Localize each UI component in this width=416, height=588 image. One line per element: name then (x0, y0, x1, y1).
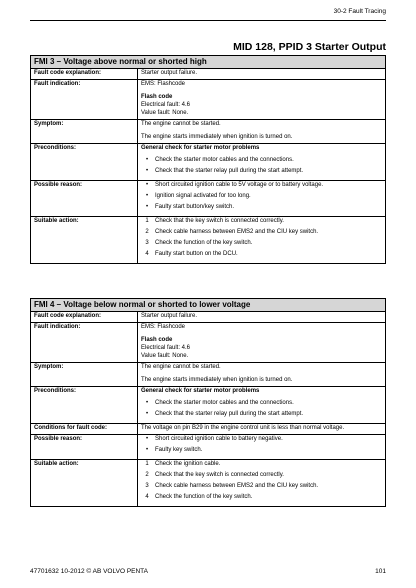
fmi3-value-fault: Value fault: None. (141, 110, 189, 117)
header-rule (30, 20, 386, 21)
bullet-mark: • (145, 157, 149, 164)
step-number: 3 (145, 482, 149, 489)
fmi3-symptom-label: Symptom: (31, 120, 138, 144)
step-number: 4 (145, 493, 149, 500)
bullet-mark: • (145, 400, 149, 407)
fmi3-flash-code-heading: Flash code (141, 94, 173, 101)
bullet-mark: • (145, 204, 149, 211)
footer-doc-info: 47701632 10-2012 © AB VOLVO PENTA (30, 568, 149, 575)
running-head-section: 30-2 Fault Tracing (333, 8, 386, 15)
fmi4-flash-code-heading: Flash code (141, 337, 173, 344)
fmi4-explanation-label: Fault code explanation: (31, 312, 138, 323)
fmi3-reason-value (138, 181, 386, 217)
fmi4-row-explanation (31, 312, 386, 323)
bullet-mark: • (145, 193, 149, 200)
footer-page-number: 101 (375, 568, 386, 575)
fmi4-row-suitable-action (31, 459, 386, 506)
fmi4-electrical-fault: Electrical fault: 4.6 (141, 345, 191, 352)
bullet-mark: • (145, 411, 149, 418)
fmi4-table (30, 298, 386, 507)
fmi3-reason-label: Possible reason: (31, 181, 138, 217)
fmi3-row-possible-reason (31, 181, 386, 217)
list-item: 1 Check that the key switch is connected correctly. (141, 218, 382, 229)
fmi4-row-possible-reason (31, 434, 386, 459)
fmi4-row-indication (31, 323, 386, 363)
fmi4-symptom-line1: The engine cannot be started. (141, 364, 221, 371)
fmi3-symptom-value (138, 120, 386, 144)
fmi4-preconditions-label: Preconditions: (31, 387, 138, 424)
fmi4-symptom-label: Symptom: (31, 363, 138, 387)
fmi4-indication-label: Fault indication: (31, 323, 138, 363)
list-item: 4 Faulty start button on the DCU. (141, 251, 382, 262)
fmi4-row-symptom (31, 363, 386, 387)
fmi3-indication-label: Fault indication: (31, 80, 138, 120)
list-item: 3 Check cable harness between EMS2 and the CIU key switch. (141, 483, 382, 494)
fmi3-explanation-value: Starter output failure. (138, 69, 386, 80)
fmi4-title: FMI 4 – Voltage below normal or shorted to lower voltage (31, 299, 386, 312)
list-item: • Short circuited ignition cable to battery negative. (141, 436, 382, 447)
step-number: 2 (145, 229, 149, 236)
fmi3-preconditions-value (138, 144, 386, 181)
step-number: 1 (145, 460, 149, 467)
fmi4-row-preconditions (31, 387, 386, 424)
fmi4-explanation-value: Starter output failure. (138, 312, 386, 323)
bullet-mark: • (145, 435, 149, 442)
fmi4-preconditions-heading: General check for starter motor problems (141, 388, 260, 395)
fmi4-row-conditions (31, 424, 386, 435)
fmi4-indication-value (138, 323, 386, 363)
fmi3-symptom-line1: The engine cannot be started. (141, 121, 221, 128)
fmi3-electrical-fault: Electrical fault: 4.6 (141, 102, 191, 109)
fmi4-reason-value (138, 434, 386, 459)
fmi3-symptom-line2: The engine starts immediately when ignition is turned on. (141, 134, 293, 141)
fmi4-indication-ems: EMS: Flashcode (141, 324, 186, 331)
list-item: 1 Check the ignition cable. (141, 461, 382, 472)
page-title: MID 128, PPID 3 Starter Output (233, 41, 386, 53)
fmi4-symptom-value (138, 363, 386, 387)
fmi4-value-fault: Value fault: None. (141, 353, 189, 360)
list-item: • Check the starter motor cables and the connections. (141, 400, 382, 411)
list-item: 4 Check the function of the key switch. (141, 494, 382, 505)
fmi3-explanation-label: Fault code explanation: (31, 69, 138, 80)
step-number: 1 (145, 218, 149, 225)
fmi3-action-value (138, 217, 386, 264)
fmi3-preconditions-heading: General check for starter motor problems (141, 145, 260, 152)
fmi3-row-suitable-action (31, 217, 386, 264)
fmi3-preconditions-label: Preconditions: (31, 144, 138, 181)
bullet-mark: • (145, 446, 149, 453)
fmi4-conditions-label: Conditions for fault code: (31, 424, 138, 435)
fmi3-row-explanation (31, 69, 386, 80)
fmi4-action-label: Suitable action: (31, 459, 138, 506)
step-number: 2 (145, 471, 149, 478)
list-item: • Ignition signal activated for too long. (141, 193, 382, 204)
bullet-mark: • (145, 168, 149, 175)
list-item: • Check that the starter relay pull during the start attempt. (141, 168, 382, 179)
fmi3-indication-ems: EMS: Flashcode (141, 81, 186, 88)
fmi3-row-indication (31, 80, 386, 120)
bullet-mark: • (145, 182, 149, 189)
list-item: • Short circuited ignition cable to 5V voltage or to battery voltage. (141, 182, 382, 193)
fmi3-action-label: Suitable action: (31, 217, 138, 264)
fmi4-reason-label: Possible reason: (31, 434, 138, 459)
list-item: • Check that the starter relay pull during the start attempt. (141, 411, 382, 422)
step-number: 3 (145, 240, 149, 247)
list-item: 2 Check cable harness between EMS2 and the CIU key switch. (141, 229, 382, 240)
list-item: • Faulty start button/key switch. (141, 204, 382, 215)
fmi4-symptom-line2: The engine starts immediately when ignition is turned on. (141, 377, 293, 384)
fmi4-conditions-value: The voltage on pin B29 in the engine control unit is less than normal voltage. (138, 424, 386, 435)
fmi3-row-symptom (31, 120, 386, 144)
list-item: • Faulty key switch. (141, 447, 382, 458)
step-number: 4 (145, 251, 149, 258)
fmi4-preconditions-value (138, 387, 386, 424)
list-item: 2 Check that the key switch is connected correctly. (141, 472, 382, 483)
fmi3-row-preconditions (31, 144, 386, 181)
fmi3-title: FMI 3 – Voltage above normal or shorted high (31, 56, 386, 69)
list-item: • Check the starter motor cables and the connections. (141, 157, 382, 168)
list-item: 3 Check the function of the key switch. (141, 240, 382, 251)
fmi3-indication-value (138, 80, 386, 120)
fmi3-table (30, 55, 386, 264)
fmi4-action-value (138, 459, 386, 506)
